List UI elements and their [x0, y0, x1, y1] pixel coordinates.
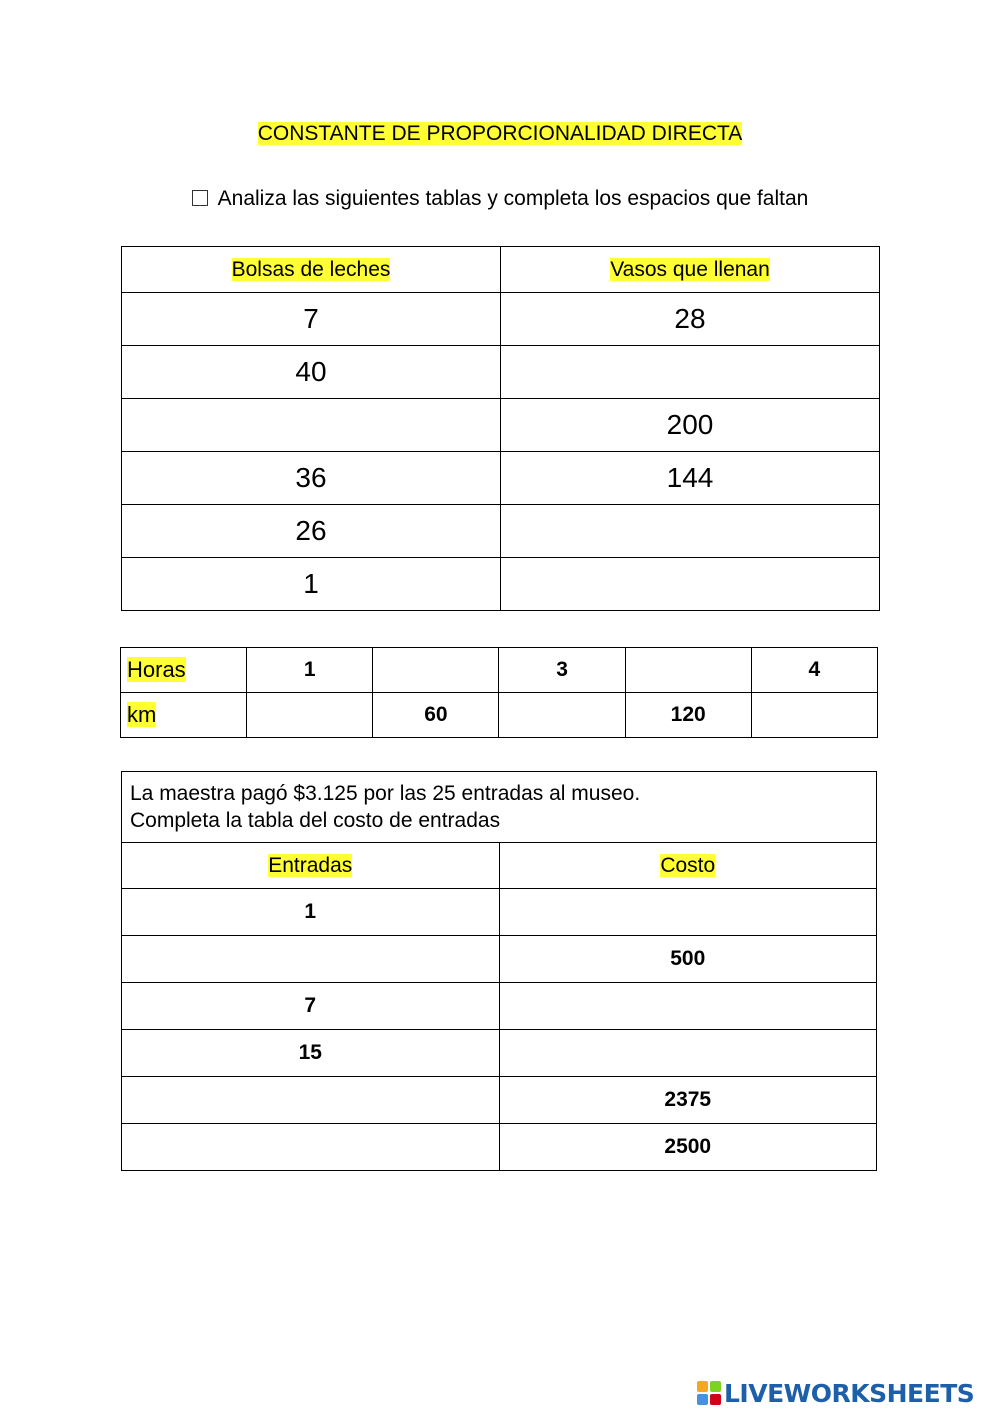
header-cell-entradas: Entradas: [122, 843, 500, 889]
instruction-text: Analiza las siguientes tablas y completa los espacios que faltan: [217, 187, 809, 210]
table-row-horas: [121, 648, 878, 693]
answer-cell[interactable]: [625, 648, 751, 693]
header-cell-vasos: Vasos que llenan: [501, 247, 880, 293]
table-cell: 3: [499, 648, 625, 693]
problem-statement: [122, 772, 877, 843]
table-row: [122, 983, 877, 1030]
table-cell: 36: [122, 452, 501, 505]
table-cell: 7: [122, 983, 500, 1030]
table-row: [122, 1077, 877, 1124]
problem-line-2: Completa la tabla del costo de entradas: [130, 809, 501, 832]
logo-mark-icon: [697, 1381, 721, 1405]
table-cell: 60: [373, 693, 499, 738]
answer-cell[interactable]: [501, 558, 880, 611]
instruction: [0, 185, 1000, 213]
header-cell-bolsas: Bolsas de leches: [122, 247, 501, 293]
museum-tickets-table: [121, 771, 877, 1171]
answer-cell[interactable]: [122, 1124, 500, 1171]
logo-square: [710, 1394, 721, 1405]
answer-cell[interactable]: [501, 505, 880, 558]
table-header-row: [122, 843, 877, 889]
answer-cell[interactable]: [247, 693, 373, 738]
answer-cell[interactable]: [499, 1030, 877, 1077]
page-title-text: CONSTANTE DE PROPORCIONALIDAD DIRECTA: [257, 122, 743, 145]
answer-cell[interactable]: [122, 936, 500, 983]
table-cell: 15: [122, 1030, 500, 1077]
liveworksheets-logo: [697, 1376, 993, 1410]
table-cell: 1: [122, 558, 501, 611]
table-cell: 1: [247, 648, 373, 693]
logo-square: [710, 1381, 721, 1392]
problem-line-1: La maestra pagó $3.125 por las 25 entradas al museo.: [130, 782, 641, 805]
table-row: [122, 505, 880, 558]
table-cell: 26: [122, 505, 501, 558]
table-row: [122, 452, 880, 505]
answer-cell[interactable]: [122, 1077, 500, 1124]
table-cell: 7: [122, 293, 501, 346]
page-title: [0, 120, 1000, 148]
table-cell: 4: [751, 648, 877, 693]
row-label-km: km: [121, 693, 247, 738]
row-label-horas: Horas: [121, 648, 247, 693]
table-row: [122, 889, 877, 936]
table-row: [122, 558, 880, 611]
table-cell: 40: [122, 346, 501, 399]
table-cell: 1: [122, 889, 500, 936]
answer-cell[interactable]: [373, 648, 499, 693]
table-row: [122, 346, 880, 399]
answer-cell[interactable]: [501, 346, 880, 399]
table-row-km: [121, 693, 878, 738]
header-cell-costo: Costo: [499, 843, 877, 889]
table-cell: 144: [501, 452, 880, 505]
logo-square: [697, 1394, 708, 1405]
milk-bags-table: [121, 246, 880, 611]
logo-square: [697, 1381, 708, 1392]
checkbox-icon: [192, 190, 208, 206]
answer-cell[interactable]: [499, 889, 877, 936]
answer-cell[interactable]: [499, 693, 625, 738]
logo-text: LIVEWORKSHEETS: [724, 1378, 975, 1408]
hours-km-table: [120, 647, 878, 738]
table-cell: 500: [499, 936, 877, 983]
table-cell: 2375: [499, 1077, 877, 1124]
table-row: [122, 936, 877, 983]
answer-cell[interactable]: [499, 983, 877, 1030]
problem-statement-row: [122, 772, 877, 843]
table-cell: 120: [625, 693, 751, 738]
answer-cell[interactable]: [122, 399, 501, 452]
table-cell: 28: [501, 293, 880, 346]
table-row: [122, 399, 880, 452]
table-cell: 2500: [499, 1124, 877, 1171]
table-header-row: [122, 247, 880, 293]
table-cell: 200: [501, 399, 880, 452]
answer-cell[interactable]: [751, 693, 877, 738]
table-row: [122, 1030, 877, 1077]
table-row: [122, 293, 880, 346]
table-row: [122, 1124, 877, 1171]
